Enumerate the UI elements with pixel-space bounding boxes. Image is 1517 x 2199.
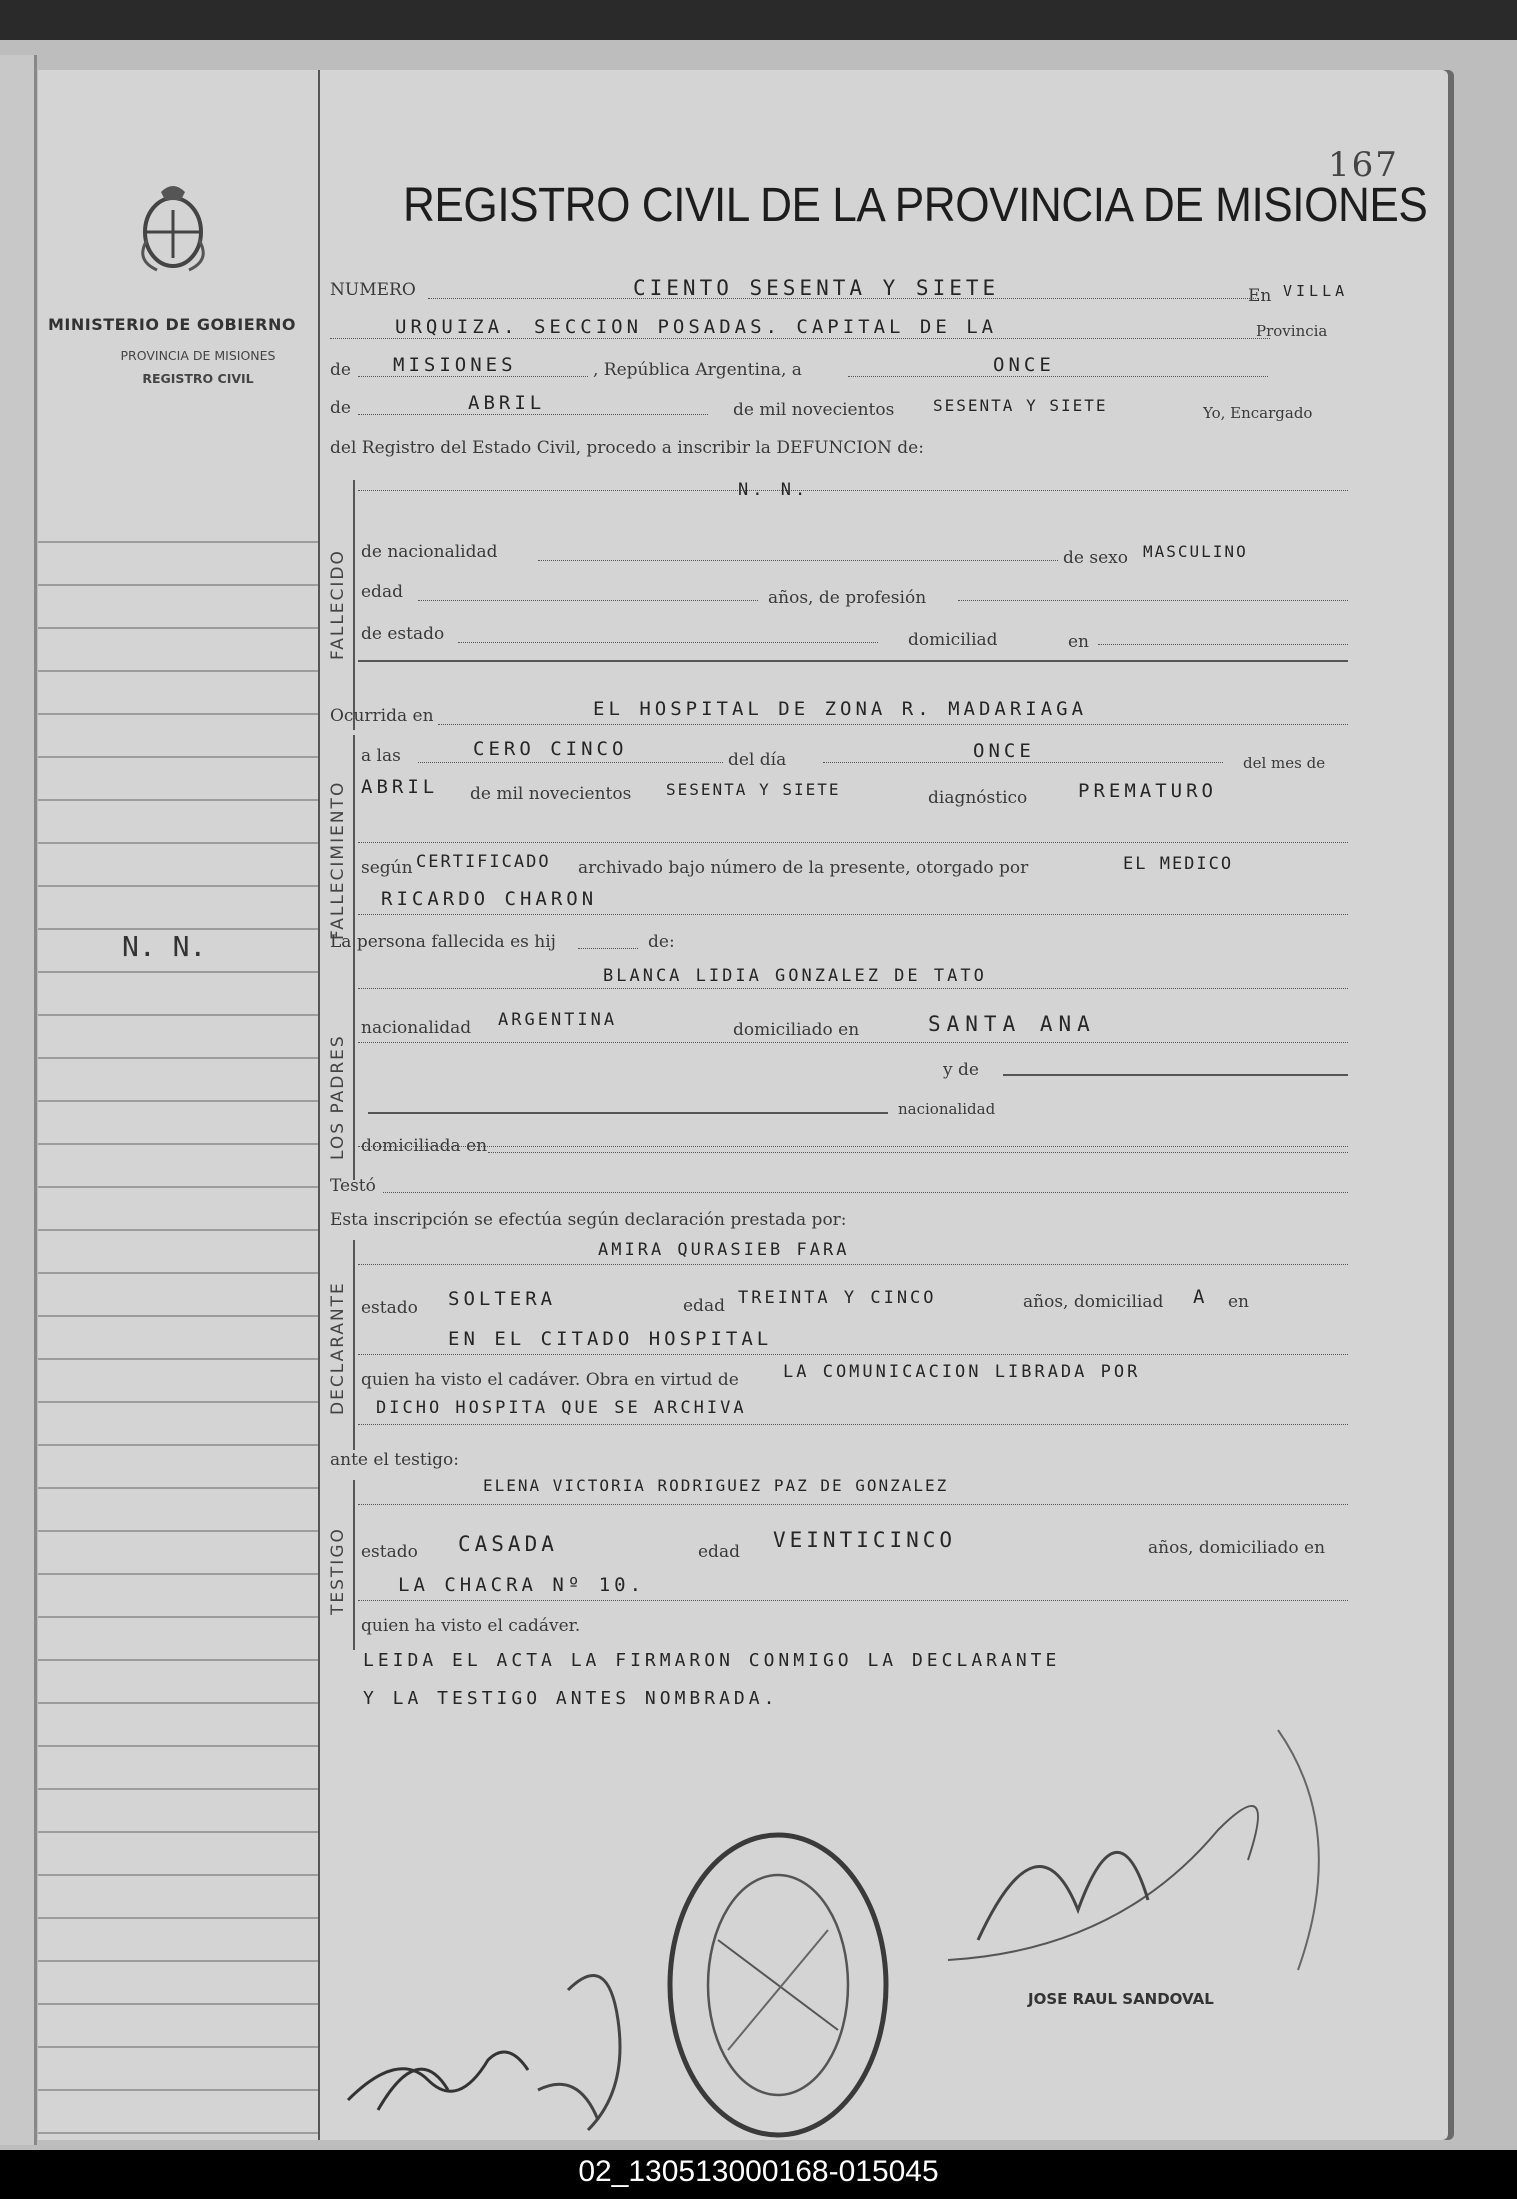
dia-value: ONCE <box>993 354 1055 376</box>
testigo-nombre-value: ELENA VICTORIA RODRIGUEZ PAZ DE GONZALEZ <box>483 1476 949 1495</box>
mes-value: ABRIL <box>468 392 546 414</box>
padres-nacionalidad2-label: nacionalidad <box>898 1100 996 1118</box>
padres-nacionalidad-label: nacionalidad <box>361 1018 472 1038</box>
image-caption: 02_130513000168-015045 <box>578 2155 939 2188</box>
domicilio-en-label: en <box>1068 632 1090 652</box>
padres-domiciliado-label: domiciliado en <box>733 1020 860 1040</box>
medico-value: RICARDO CHARON <box>381 888 598 910</box>
anio-value: SESENTA Y SIETE <box>933 396 1108 415</box>
edad-label: edad <box>361 582 403 602</box>
diagnostico-label: diagnóstico <box>928 788 1028 808</box>
register-page <box>38 70 1448 2140</box>
declarante-estado-label: estado <box>361 1298 418 1318</box>
ante-label: ante el testigo: <box>330 1450 460 1470</box>
testigo-domicilio-value: LA CHACRA Nº 10. <box>398 1574 646 1596</box>
diagnostico-value: PREMATURO <box>1078 780 1217 802</box>
republica-label: , República Argentina, a <box>593 360 802 380</box>
declarante-domicilio-value: EN EL CITADO HOSPITAL <box>448 1328 773 1350</box>
previous-page-edge <box>0 55 37 2145</box>
section-testigo: TESTIGO <box>328 1527 348 1615</box>
declarante-edad-label: edad <box>683 1296 725 1316</box>
declarante-domiciliad-suffix: A <box>1193 1286 1205 1308</box>
yo-label: Yo, Encargado <box>1203 404 1313 422</box>
fallecimiento-anio-value: SESENTA Y SIETE <box>666 780 841 799</box>
domiciliado-label: domiciliad <box>908 630 998 650</box>
testigo-anios-label: años, domiciliado en <box>1148 1538 1326 1558</box>
stub-name: N. N. <box>116 930 212 963</box>
persona-de-label: de: <box>648 932 675 952</box>
mil-label: de mil novecientos <box>733 400 895 420</box>
y-de-label: y de <box>943 1060 979 1080</box>
testigo-edad-value: VEINTICINCO <box>773 1528 957 1552</box>
en-label: En <box>1248 286 1272 306</box>
stub-ministerio: MINISTERIO DE GOBIERNO <box>48 315 296 334</box>
provincia-value: MISIONES <box>393 354 517 376</box>
domiciliada-label: domiciliada en <box>361 1136 488 1156</box>
fallecimiento-mes-value: ABRIL <box>361 776 439 798</box>
fallecido-name: N. N. <box>738 480 810 500</box>
place-value: URQUIZA. SECCION POSADAS. CAPITAL DE LA <box>395 316 998 338</box>
padres-domicilio-value: SANTA ANA <box>928 1012 1096 1036</box>
declarante-quien-label: quien ha visto el cadáver. Obra en virtud de <box>361 1370 739 1390</box>
nota-line1: LEIDA EL ACTA LA FIRMARON CONMIGO LA DECLARANTE <box>363 1650 1061 1671</box>
stub-registro: REGISTRO CIVIL <box>142 371 254 386</box>
declarante-edad-value: TREINTA Y CINCO <box>738 1288 937 1308</box>
declarante-signature <box>338 1930 698 2150</box>
testigo-estado-value: CASADA <box>458 1532 558 1556</box>
numero-value: CIENTO SESENTA Y SIETE <box>633 276 1000 300</box>
fallecimiento-mil-label: de mil novecientos <box>470 784 632 804</box>
ocurrida-label: Ocurrida en <box>330 706 434 726</box>
archivado-label: archivado bajo número de la presente, otorgado por <box>578 858 1029 878</box>
nota-line2: Y LA TESTIGO ANTES NOMBRADA. <box>363 1688 779 1709</box>
certificado-value: CERTIFICADO <box>416 852 551 872</box>
declarante-en-label: en <box>1228 1292 1250 1312</box>
fallecimiento-dia-value: ONCE <box>973 740 1035 762</box>
madre-value: BLANCA LIDIA GONZALEZ DE TATO <box>603 966 987 986</box>
sexo-label: de sexo <box>1063 548 1128 568</box>
declarante-obra-value: LA COMUNICACION LIBRADA POR <box>783 1362 1141 1382</box>
section-fallecimiento: FALLECIMIENTO <box>328 780 348 940</box>
section-declarante: DECLARANTE <box>328 1281 348 1415</box>
hora-value: CERO CINCO <box>473 738 628 760</box>
registro-line: del Registro del Estado Civil, procedo a inscribir la DEFUNCION de: <box>330 438 924 458</box>
declarante-anios-label: años, domiciliad <box>1023 1292 1164 1312</box>
segun-label: según <box>361 858 413 878</box>
sexo-value: MASCULINO <box>1143 542 1248 561</box>
section-fallecido: FALLECIDO <box>328 549 348 660</box>
stub-column <box>38 70 320 2140</box>
page-number: 167 <box>1328 145 1399 185</box>
provincia-label: Provincia <box>1256 322 1328 340</box>
testo-label: Testó <box>330 1176 376 1196</box>
testigo-quien-label: quien ha visto el cadáver. <box>361 1616 581 1636</box>
declarante-estado-value: SOLTERA <box>448 1288 557 1310</box>
coat-of-arms-icon <box>133 180 213 275</box>
numero-label: NUMERO <box>330 280 416 300</box>
de2-label: de <box>330 398 351 418</box>
declarante-nombre-value: AMIRA QURASIEB FARA <box>598 1240 850 1260</box>
del-dia-label: del día <box>728 750 787 770</box>
de-label: de <box>330 360 351 380</box>
a-las-label: a las <box>361 746 401 766</box>
firma-name: JOSE RAUL SANDOVAL <box>1028 1990 1214 2008</box>
otorgado-value: EL MEDICO <box>1123 854 1234 874</box>
testigo-edad-label: edad <box>698 1542 740 1562</box>
nacionalidad-label: de nacionalidad <box>361 542 498 562</box>
lugar-value: EL HOSPITAL DE ZONA R. MADARIAGA <box>593 698 1088 720</box>
testigo-estado-label: estado <box>361 1542 418 1562</box>
padres-nacionalidad-value: ARGENTINA <box>498 1010 618 1030</box>
stub-provincia: PROVINCIA DE MISIONES <box>120 348 276 363</box>
declarante-obra-value2: DICHO HOSPITA QUE SE ARCHIVA <box>376 1398 747 1418</box>
persona-label: La persona fallecida es hij <box>330 932 556 952</box>
villa-value: VILLA <box>1283 282 1349 300</box>
del-mes-label: del mes de <box>1243 754 1326 772</box>
estado-label: de estado <box>361 624 445 644</box>
inscripcion-label: Esta inscripción se efectúa según declaración prestada por: <box>330 1210 847 1230</box>
page-title: REGISTRO CIVIL DE LA PROVINCIA DE MISIONES <box>403 179 1428 232</box>
anios-label: años, de profesión <box>768 588 927 608</box>
section-padres: LOS PADRES <box>328 1034 348 1160</box>
